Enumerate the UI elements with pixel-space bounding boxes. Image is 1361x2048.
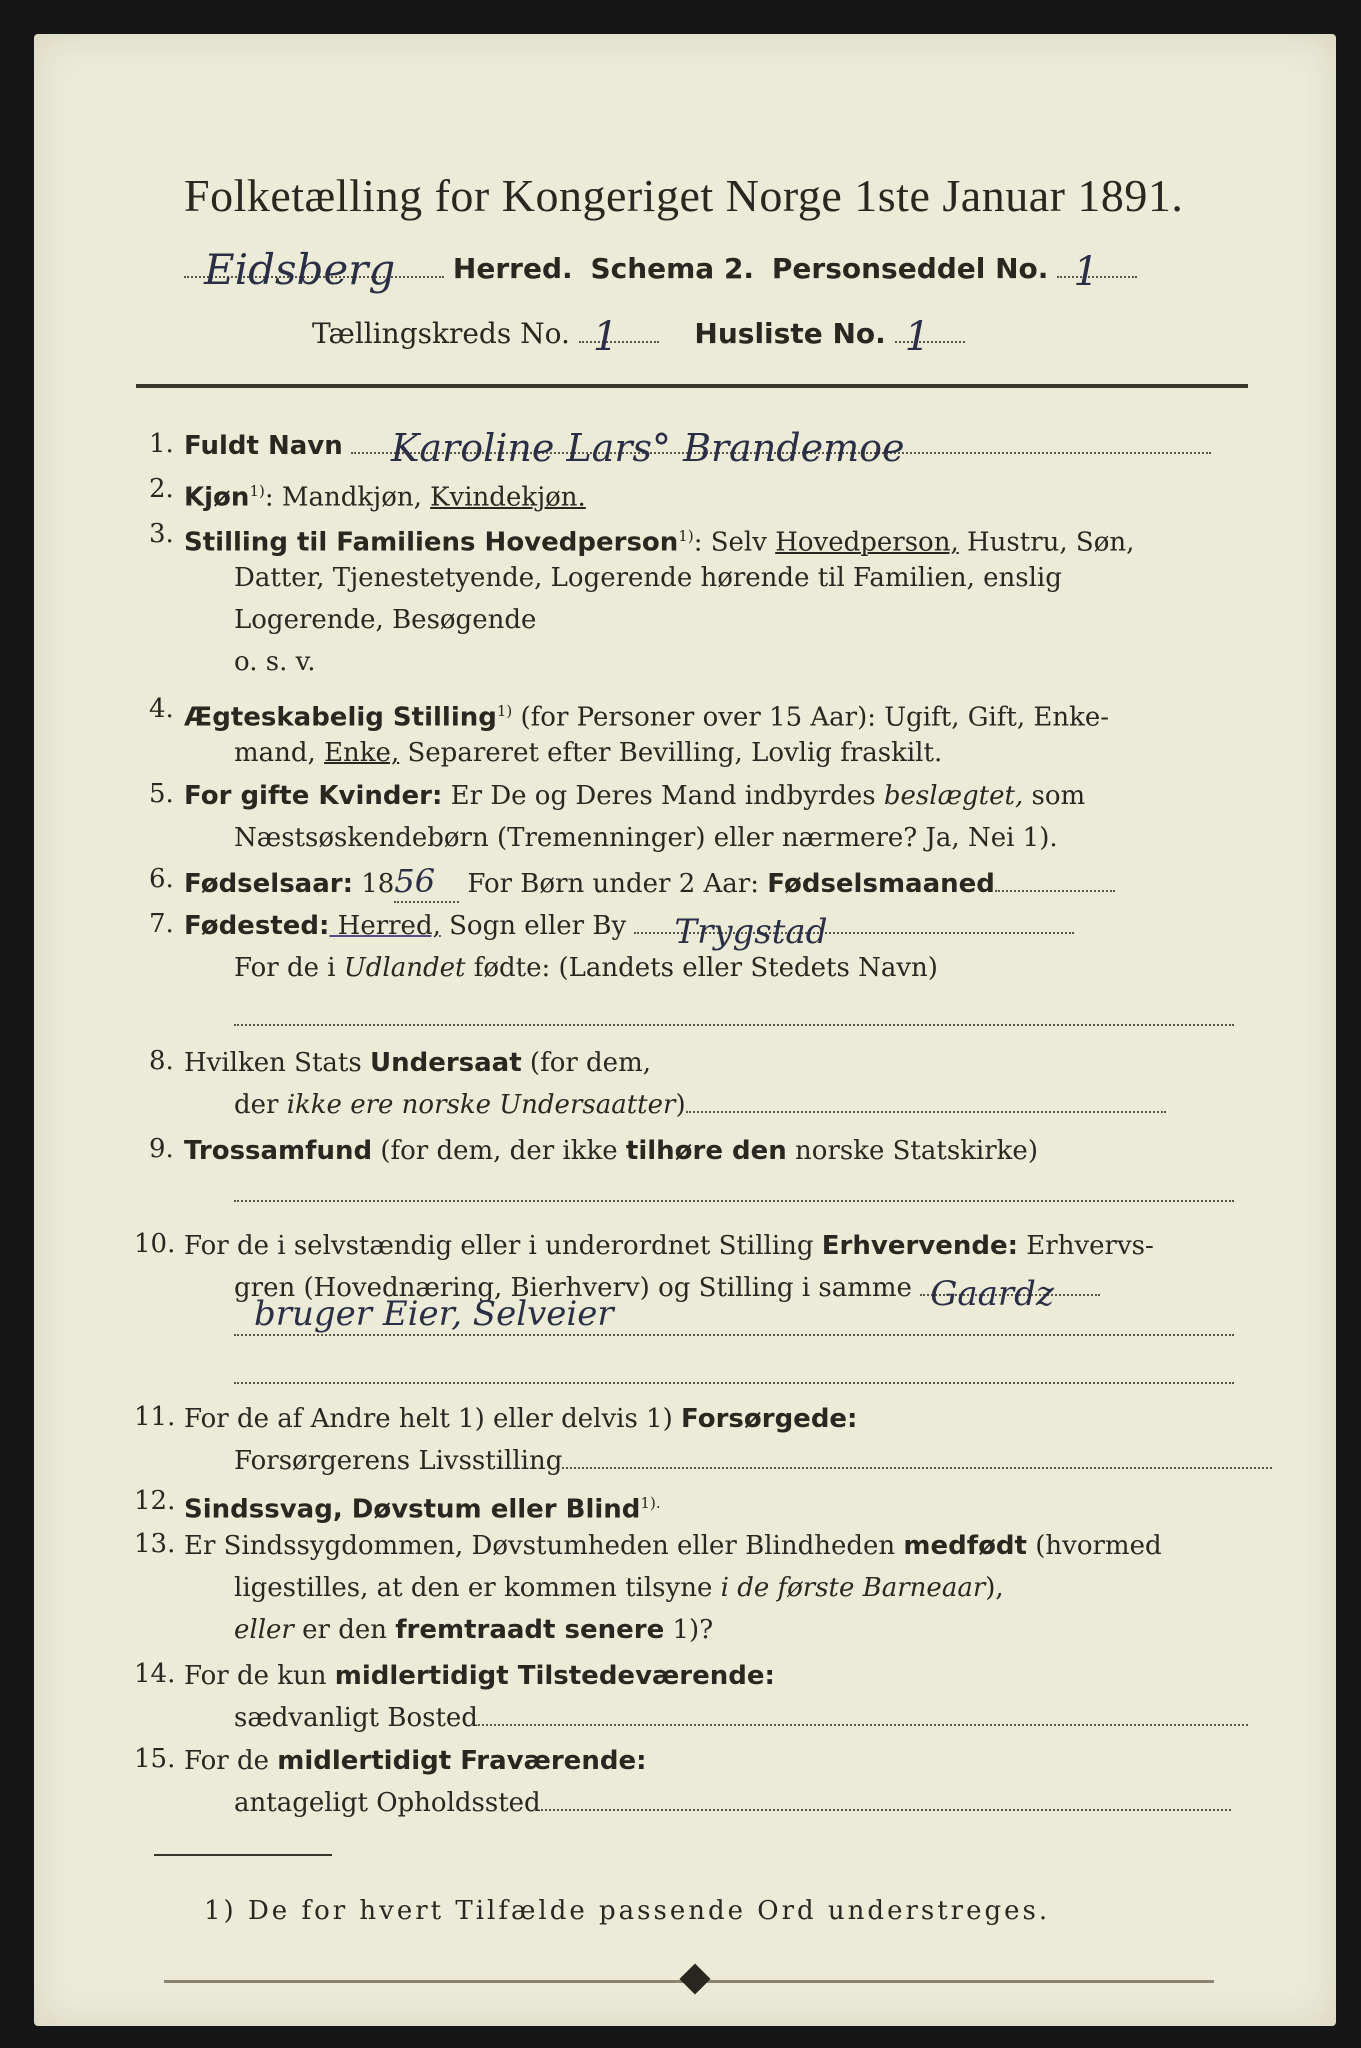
occupation-answer: Gaardz (930, 1274, 1054, 1314)
item-label: Ægteskabelig Stilling (184, 702, 497, 733)
item-label: Forsørgede: (681, 1404, 858, 1434)
item-disability (184, 1483, 661, 1530)
item-temp-present (184, 1656, 775, 1696)
underlined-answer: Hovedperson, (775, 527, 959, 558)
item-label: Fødested: (184, 911, 330, 941)
item-marital-line2 (234, 733, 942, 773)
item-text: : Selv (693, 527, 776, 558)
item-text: For de kun (184, 1661, 335, 1691)
item-text: (for dem, der ikke (372, 1136, 626, 1166)
personseddel-label: Personseddel No. (771, 252, 1049, 285)
herred-label: Herred. (452, 252, 573, 285)
item-text: Næstsøskendebørn (Tremenninger) eller nærmere? Ja, Nei 1). (234, 823, 1058, 853)
item-label: Stilling til Familiens Hovedperson (184, 527, 679, 558)
ornament-icon (679, 1963, 710, 1994)
item-label: Kjøn (184, 482, 250, 513)
item-supported (184, 1399, 857, 1439)
item-label: fremtraadt senere (395, 1615, 665, 1645)
item-position (184, 516, 1134, 563)
item-text: som (1023, 781, 1086, 811)
item-congenital-line3 (234, 1610, 713, 1650)
full-name-answer: Karoline Lars° Brandemoe (391, 426, 905, 470)
form-title: Folketælling for Kongeriget Norge 1ste Januar 1891. (184, 170, 1184, 221)
item-number: 1. (149, 429, 174, 459)
header-divider (136, 384, 1248, 388)
item-congenital (184, 1526, 1162, 1566)
kreds-no: 1 (592, 314, 619, 360)
footnote-divider (154, 1854, 332, 1856)
item-number: 2. (149, 474, 174, 504)
item-number: 12. (134, 1486, 176, 1516)
item-text: (for Personer over 15 Aar): Ugift, Gift, Enke- (512, 702, 1110, 733)
kreds-label: Tællingskreds No. (312, 317, 570, 350)
item-text: norske Statskirke) (786, 1136, 1038, 1166)
item-text: fødte: (Landets eller Stedets Navn) (465, 953, 938, 983)
item-text: Hustru, Søn, (958, 527, 1135, 558)
birthplace-answer: Trygstad (674, 912, 828, 952)
item-number: 13. (134, 1529, 176, 1559)
item-temp-present-line2 (234, 1698, 1248, 1738)
footnote: 1) De for hvert Tilfælde passende Ord understreges. (204, 1896, 1051, 1926)
item-congenital-line2 (234, 1568, 1004, 1608)
item-text: : Mandkjøn, (264, 482, 431, 513)
blank-line (234, 1024, 1234, 1026)
item-text: For de (184, 1746, 278, 1776)
footnote-ref: 1) (496, 702, 513, 720)
item-text: Hvilken Stats (184, 1048, 370, 1078)
item-label: Undersaat (369, 1048, 522, 1078)
item-label: midlertidigt Tilstedeværende: (334, 1661, 775, 1691)
item-number: 11. (134, 1402, 176, 1432)
personseddel-no: 1 (1073, 249, 1099, 295)
item-sex (184, 471, 586, 518)
item-number: 10. (134, 1229, 176, 1259)
item-text: Erhvervs- (1018, 1231, 1154, 1261)
item-label: Erhvervende: (821, 1231, 1019, 1261)
item-text: For Børn under 2 Aar: (459, 869, 768, 899)
item-text: gren (Hovednæring, Bierhverv) og Stilling i samme (234, 1273, 912, 1303)
item-label: Fuldt Navn (184, 431, 343, 461)
item-label: Trossamfund (184, 1136, 373, 1166)
item-text: Datter, Tjenestetyende, Logerende hørende til Familien, enslig (234, 563, 1062, 593)
item-number: 9. (149, 1134, 174, 1164)
item-number: 6. (149, 864, 174, 894)
item-birthplace-line2 (234, 948, 938, 988)
herred-line (184, 245, 1137, 295)
item-label: Sindssvag, Døvstum eller Blind (184, 1494, 641, 1525)
footnote-ref: 1). (640, 1494, 661, 1512)
item-label: midlertidigt Fraværende: (277, 1746, 647, 1776)
item-religion (184, 1131, 1038, 1171)
item-marital (184, 691, 1109, 738)
item-citizenship-line2 (234, 1085, 1166, 1125)
item-number: 4. (149, 694, 174, 724)
item-italic: Udlandet (343, 953, 466, 983)
underlined-answer: Herred, (329, 911, 441, 941)
birth-year-answer: 56 (394, 861, 459, 903)
item-italic: ikke ere norske Undersaatter (286, 1090, 676, 1120)
item-text: For de i (234, 953, 344, 983)
item-text: For de af Andre helt 1) eller delvis 1) (184, 1404, 682, 1434)
footnote-ref: 1) (678, 527, 694, 545)
underlined-answer: Enke, (324, 738, 400, 768)
item-text: Separeret efter Bevilling, Lovlig fraskilt. (399, 738, 943, 768)
item-text: sædvanligt Bosted (234, 1703, 478, 1733)
item-text: For de i selvstændig eller i underordnet Stilling (184, 1231, 822, 1261)
item-italic: i de første Barneaar (720, 1573, 986, 1603)
item-text: ) (675, 1090, 686, 1120)
item-number: 8. (149, 1046, 174, 1076)
item-label: Fødselsmaaned (767, 869, 995, 899)
item-temp-absent-line2 (234, 1783, 1231, 1823)
item-text: (for dem, (521, 1048, 651, 1078)
item-number: 14. (134, 1659, 176, 1689)
item-text: o. s. v. (234, 647, 316, 677)
item-text: Logerende, Besøgende (234, 605, 537, 635)
item-text: mand, (234, 738, 325, 768)
year-prefix: 18 (361, 869, 395, 899)
item-italic: beslægtet, (883, 781, 1024, 811)
item-text: antageligt Opholdssted (234, 1788, 541, 1818)
item-label: Fødselsaar: (184, 869, 353, 899)
item-text: ligestilles, at den er kommen tilsyne (234, 1573, 721, 1603)
husliste-label: Husliste No. (694, 317, 886, 350)
item-label: tilhøre den (625, 1136, 787, 1166)
item-text: Er De og Deres Mand indbyrdes (442, 781, 884, 811)
item-temp-absent (184, 1741, 646, 1781)
footnote-ref: 1) (249, 482, 265, 500)
husliste-no: 1 (904, 314, 931, 360)
item-text: 1)? (664, 1615, 714, 1645)
underlined-answer: Kvindekjøn. (430, 482, 586, 513)
item-label: For gifte Kvinder: (184, 781, 443, 811)
item-text: ), (985, 1573, 1004, 1603)
item-married-women (184, 776, 1085, 816)
item-text: Forsørgerens Livsstilling (234, 1446, 563, 1476)
item-text: (hvormed (1026, 1531, 1162, 1561)
item-text: Er Sindssygdommen, Døvstumheden eller Blindheden (184, 1531, 904, 1561)
item-number: 7. (149, 909, 174, 939)
item-number: 15. (134, 1744, 176, 1774)
blank-line (234, 1382, 1234, 1384)
item-occupation (184, 1226, 1154, 1266)
item-number: 5. (149, 779, 174, 809)
item-full-name (184, 426, 1211, 470)
item-supported-line2 (234, 1441, 1272, 1481)
item-birth-year (184, 861, 1115, 904)
item-text: er den (293, 1615, 396, 1645)
item-number: 3. (149, 519, 174, 549)
item-italic: eller (234, 1615, 294, 1645)
item-label: medfødt (903, 1531, 1027, 1561)
schema-label: Schema 2. (590, 252, 755, 285)
item-citizenship (184, 1043, 651, 1083)
blank-line (234, 1200, 1234, 1202)
item-text: Sogn eller By (440, 911, 627, 941)
occupation-answer: bruger Eier, Selveier (254, 1294, 614, 1334)
census-form-page (34, 34, 1336, 2026)
item-text: der (234, 1090, 287, 1120)
item-birthplace (184, 906, 1074, 952)
kreds-line (312, 314, 965, 360)
herred-name: Eidsberg (204, 245, 396, 294)
